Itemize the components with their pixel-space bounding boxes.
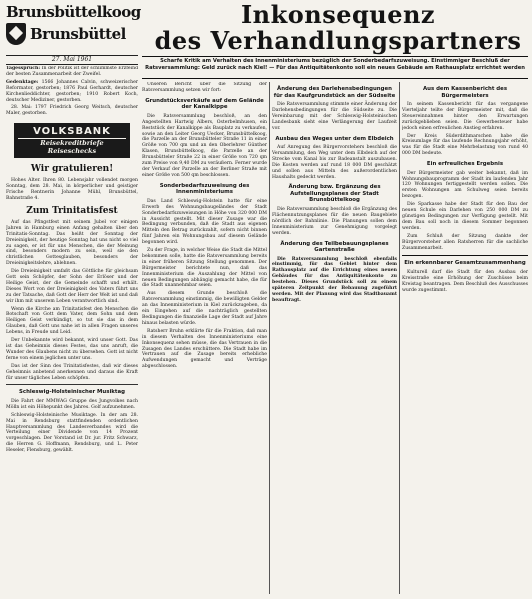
volksbank-ad [14,123,130,158]
section-heading: Ausbau des Weges unter dem Elbdeich [275,135,394,142]
article-paragraph: Unseren Bericht über die Sitzung der Ratsversammlung setzen wir fort: [142,82,267,93]
article-title: Zum Trinitatisfest [26,205,118,216]
article-paragraph: Die Ratsversammlung beschloß ebenfalls einstimmig, für das Gebiet hinter dem Rathausplatz auf die Errichtung eines neuen Gebäudes für das Antiquitätenkonto zu bestehen. Dieses Grundstück soll zu einem späteren Zeitpunkt der Bebauung zugeführt werden. Mit der Planung wird das Stadtbauamt beauftragt. [272,256,397,303]
masthead-line2-row [6,23,138,45]
notice-paragraph: Schleswig-Holsteinische Musiktage. In der am 28. Mai in Rendsburg stattfindenden ordentlichen Hauptversammlung des Landesverbandes wird die Verteilung einer Dividende von 14 Prozent vorgeschlagen. Der Vorstand ist Dr. jur. Fritz Schwarz, die Herren G. Hoffmann, Rendsburg, und L. Peter Heseler, Flensburg, gewählt. [6,412,138,454]
article-paragraph: Wenn die Kirche am Trinitatisfest den Menschen die Botschaft von Gott dem Vater, dem Sohn und dem Heiligen Geist verkündigt, so tut sie das in dem Glauben, daß Gott uns nahe ist in allen Fragen unseres Lebens, in Freude und Leid. [6,306,138,336]
section-heading: Änderung des Darlehensbedingungen für das Kaufgrundstück an der Südseite [273,86,396,99]
tagesspruch-text: In der Politik ist der schlimmste Erzfeind der besten Zusammenarbeit der Zweifel. [6,66,138,77]
section-heading: Aus dem Kassenbericht des Bürgermeisters [422,86,508,99]
headline [148,2,528,54]
article-paragraph: In seinem Kassenbericht für das vergangene Vierteljahr teilte der Bürgermeister mit, daß die Steuereinnahmen hinter den Erwartungen zurückgeblieben seien. Die Gewerbesteuer habe jedoch einen erfreulichen Anstieg erfahren. [402,102,528,131]
headline-line2: des Verhandlungspartners [154,26,522,55]
section-heading: Ein erkennbarer Gesamtzusammenhang [404,260,526,267]
article-paragraph: Aus diesem Grunde beschloß die Ratsversammlung einstimmig, die bewilligten Gelder an das Innenministerium in Kiel zurückzugeben, da ein Eingehen auf die nachträglich gestellten Bedingungen die finanzielle Lage der Stadt auf Jahre hinaus belasten würde. [142,291,267,326]
column-4 [402,82,528,594]
masthead-line2: Brunsbüttel [30,25,126,43]
article-paragraph: Zum Schluß der Sitzung dankte der Bürgervorsteher allen Ratsherren für die sachliche Zusammenarbeit. [402,233,528,251]
article-paragraph: Das Land Schleswig-Holstein hatte für eine Erwerb des Wohnungsbaugeländes der Stadt Sonderbedarfszuweisungen in Höhe von 320 000 DM in Aussicht gestellt. Mit dieser Zusage war die Bedingung verbunden, daß die Stadt aus eigenen Mitteln den Betrag zurückzahlt, sofern nicht binnen fünf Jahren ein Wohnungsbau auf diesem Gelände begonnen wird. [142,198,267,246]
divider [6,384,138,385]
column-3 [272,82,397,594]
gedenktage-label: Gedenktage: [6,79,39,85]
crest-icon [6,23,26,45]
article-paragraph: Der Kreis Süderdithmarschen habe die Kreisumlage für das laufende Rechnungsjahr erhöht, was für die Stadt eine Mehrbelastung von rund 40 000 DM bedeute. [402,133,528,157]
article-paragraph: Auf Anregung des Bürgervorstehers beschloß die Versammlung, den Weg unter dem Elbdeich auf der Strecke vom Kanal bis zur Badeanstalt auszubauen. Die Kosten werden auf rund 18 000 DM geschätzt und sollen aus Mitteln des außerordentlichen Haushalts gedeckt werden. [272,145,397,180]
article-paragraph: Die Ratsversammlung beschloß, an den Angestellten Hartwig Albers, Osterbelmhusen, ein Reststück der Kanalkippe als Bauplatz zu verkaufen, sowie an den Leiter Georg Uecker, Brunsbüttelkoog, die Parzelle an der Brunsbütteler Straße 11 in einer Größe von 700 qm und an den Oberlehrer Günther Klasen, Brunsbüttelkoog, die Parzelle an der Brunsbütteler Straße 22 in einer Größe von 720 qm zum Preise von 9,40 DM zu veräußern. Ferner wurde der Verkauf der Parzelle an der Berliner Straße mit einer Größe von 500 qm beschlossen. [142,113,267,178]
article-paragraph: Das ist der Sinn des Trinitatisfestes, daß wir dieses Geheimnis anbetend anerkennen und daraus die Kraft für unser tägliches Leben schöpfen. [6,363,138,381]
article-paragraph: Die Ratsversammlung beschloß die Ergänzung des Flächennutzungsplanes für die neuen Baugebiete nördlich der Bahnlinie. Die Planungen sollen dem Innenministerium zur Genehmigung vorgelegt werden. [272,206,397,236]
article-paragraph: Kulturell darf die Stadt für den Ausbau der Kreisstraße eine Erhöhung der Zuschüsse beim Kreistag beantragen. Dem Beschluß des Ausschusses wurde zugestimmt. [402,269,528,293]
subheadline: Scharfe Kritik am Verhalten des Innenministeriums bezüglich der Sonderbedarfszuweisung. Einstimmiger Beschluß der Ratsversammlung: Geld zurück nach Kiel! — Für das Antiquitätenkonto soll ein neues Gebäude am Rathausplatz errichtet werden [142,56,528,79]
section-heading: Sonderbedarfszuweisung des Innenministeriums [159,182,250,196]
article-paragraph: Die Dreieinigkeit umfaßt das Göttliche für gleichsam Gott sein Schöpfer, der Sohn der Erlöser und der Heilige Geist, der die Gemeinde schafft und erhält. Dieses Wort von der Dreieinigkeit des Vaters führt uns zu der Tatsache, daß Gott der Herr der Welt ist und daß wir ihm mit unserem Leben verantwortlich sind. [6,269,138,304]
column-rule [269,82,270,594]
article-paragraph: Ratsherr Bruhn erklärte für die Fraktion, daß man in diesem Verhalten des Innenministeriums eine Inkonsequenz sehen müsse, die das Vertrauen in die Zusagen des Landes erschüttere. Die Stadt habe im Vertrauen auf die Zusage bereits erhebliche Aufwendungen gemacht und Verträge abgeschlossen. [142,328,267,370]
article-paragraph: Die Sparkasse habe der Stadt für den Bau der neuen Schule ein Darlehen von 250 000 DM zu günstigen Bedingungen zur Verfügung gestellt. Mit dem Bau soll noch in diesem Sommer begonnen werden. [402,202,528,231]
headline-line1: Inkonsequenz [240,0,436,29]
greeting-text: Hohes Alter. Ihren 80. Lebensjahr vollendet morgen Sonntag, dem 28. Mai, in körperlicher und geistiger Frische Rentnerin Johanne Mühl, Brunsbüttel, Bahnstraße 4. [6,178,138,201]
divider [402,255,528,256]
section-heading: Ein erfreuliches Ergebnis [426,161,504,168]
article-paragraph: Auf das Pfingstfest mit seinem Jubel vor einigen Jahren in Hamburg einen Anfang gehalten über den Trinitatis-Sonntag. Das heißt der Sonntag der Dreieinigkeit, der heutige Sonntag hat uns nicht so viel zu sagen, er ist für uns Menschen, die der Meinung sind, besonders modern zu sein, weil sie den christlichen Gottesglauben, besonders der Dreieinigkeitslehre, ablehnen. [6,219,138,267]
section-heading: Grundstücksverkäufe auf dem Gelände der Kanalkippe [145,97,264,111]
tagesspruch-label: Tagesspruch: [6,66,41,71]
masthead-line1: Brunsbüttelkoog [6,3,141,21]
greeting-title: Wir gratulieren! [30,164,114,175]
ad-brand: VOLKSBANK [18,126,126,139]
article-paragraph: Die Ratsversammlung stimmte einer Änderung der Darlehensbedingungen für die Südseite zu. Die Vereinbarung mit der Schleswig-Holsteinischen Landesbank sieht eine Verlängerung der Laufzeit vor. [272,102,397,131]
ad-line2: Reiseschecks [47,147,97,156]
issue-date: 27. Mai 1961 [6,55,138,65]
ad-line1: Reisekreditbriefe [40,139,104,148]
section-heading: Änderung des Teilbebauungsplanes Gartenstraße [280,240,389,253]
gedenktage-text-2: 28. Mai: 1797 Friedrich Georg Weitsch, deutscher Maler, gestorben. [6,105,138,117]
article-paragraph: Der Unbekannte wird bekannt, wird unser Gott. Das ist das Geheimnis dieses Festes, das uns anruft, die Wunder des Glaubens nicht zu übersehen. Gott ist nicht ferne von einem jeglichen unter uns. [6,338,138,361]
column-2 [142,82,267,594]
notices-title: Schleswig-Holsteinischer Musiktag [19,389,125,396]
masthead [6,3,141,52]
article-paragraph: Der Bürgermeister gab weiter bekannt, daß im Wohnungsbauprogramm der Stadt im laufenden Jahr 120 Wohnungen fertiggestellt werden sollen. Die ersten Wohnungen am Schulweg seien bereits bezogen. [402,170,528,200]
notice-paragraph: Die Fahrt der MMWAG Gruppe des Jungvolkes nach Mölln ist ein Höhepunkt des Jahres. Golf aufzunehmen. [6,398,138,410]
section-heading: Änderung bzw. Ergänzung des Aufstellungsplanes der Stadt Brunsbüttelkoog [288,184,381,204]
gedenktage-text: 1566 Johannes Calvin, schweizerischer Reformator, gestorben; 1876 Paul Gerhardt, deutscher Kirchenlieddichter, gestorben; 1910 Robert Koch, deutscher Mediziner, gestorben. [6,79,138,103]
column-rule [399,82,400,594]
article-paragraph: Zu der Frage, in welcher Weise die Stadt die Mittel bekommen solle, hatte die Ratsversammlung bereits in einer früheren Sitzung Stellung genommen. Der Bürgermeister berichtete nun, daß das Innenministerium die Auszahlung der Mittel von neuen Bedingungen abhängig gemacht habe, die für die Stadt unannehmbar seien. [142,248,267,289]
column-1 [6,66,138,594]
